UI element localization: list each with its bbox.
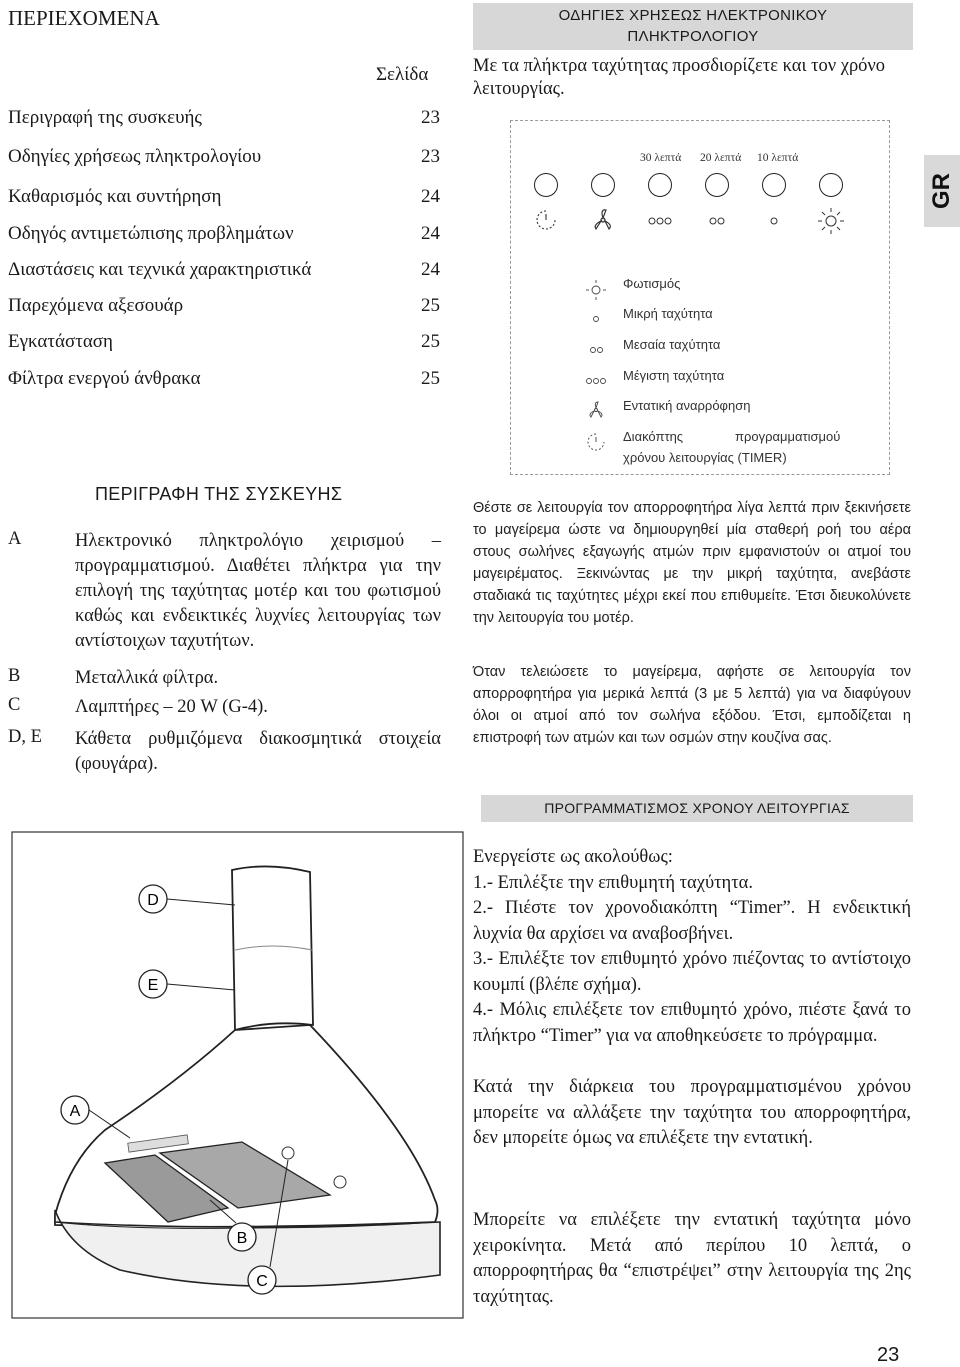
programming-section-header: ΠΡΟΓΡΑΜΜΑΤΙΣΜΟΣ ΧΡΟΝΟΥ ΛΕΙΤΟΥΡΓΙΑΣ (481, 795, 913, 822)
toc-row (8, 331, 440, 353)
programming-step-3: 3.- Επιλέξτε τον επιθυμητό χρόνο πιέζοντας το αντίστοιχο κουμπί (βλέπε σχήμα). (473, 949, 911, 995)
toc-row (8, 295, 440, 317)
toc-label: Διαστάσεις και τεχνικά χαρακτηριστικά (8, 259, 312, 280)
label-e: E (147, 977, 159, 994)
legend-intensive: Εντατική αναρρόφηση (623, 398, 751, 413)
light-bulb-icon (818, 208, 844, 234)
medium-speed-key[interactable] (705, 173, 729, 197)
max-speed-key[interactable] (648, 173, 672, 197)
toc-label: Οδηγίες χρήσεως πληκτρολογίου (8, 146, 262, 167)
legend-light: Φωτισμός (623, 276, 681, 291)
toc-row (8, 186, 440, 208)
toc-page: 24 (421, 186, 440, 207)
speed-2-icon (710, 218, 724, 224)
programming-step-1: 1.- Επιλέξτε την επιθυμητή ταχύτητα. (473, 873, 753, 893)
toc-page: 25 (421, 295, 440, 316)
legend-timer-line1b: προγραμματισμού (735, 429, 841, 444)
legend-speed-2-icon (591, 348, 603, 353)
leader-e (167, 984, 235, 990)
time-label-30: 30 λεπτά (640, 152, 682, 164)
programming-note: Κατά την διάρκεια του προγραμματισμένου χρόνου μπορείτε να αλλάξετε την ταχύτητα του απορροφητήρα, δεν μπορείτε όμως να επιλέξετε την εντατική. (473, 1077, 911, 1148)
toc-label: Παρεχόμενα αξεσουάρ (8, 295, 184, 316)
description-text: Λαμπτήρες – 20 W (G-4). (75, 697, 268, 717)
usage-paragraph-1: Θέστε σε λειτουργία τον απορροφητήρα λίγα λεπτά πριν ξεκινήσετε το μαγείρεμα ώστε να δημιουργηθεί μία σταθερή ροή του αέρα στους σωλήνες εξαγωγής ατμών πριν εμφανιστούν οι ατμοί του μαγειρέματος. Ξεκινώντας με την μικρή ταχύτητα, ανεβάστε σταδιακά τις ταχύτητες μέχρι εκεί που επιθυμείτε. Έτσι διευκολύνετε την λειτουργία του μοτέρ. (473, 500, 911, 626)
toc-row (8, 259, 440, 281)
legend-low-speed: Μικρή ταχύτητα (623, 306, 713, 321)
toc-page: 23 (421, 107, 440, 128)
programming-manual: Μπορείτε να επιλέξετε την εντατική ταχύτητα μόνο χειροκίνητα. Μετά από περίπου 10 λεπτά, ο απορροφητήρας θα “επιστρέψει” στην λειτουργία της 2ης ταχύτητας. (473, 1210, 911, 1307)
toc-label: Οδηγός αντιμετώπισης προβλημάτων (8, 223, 294, 244)
toc-page: 24 (421, 259, 440, 280)
description-letter: D, E (8, 727, 42, 747)
legend-light-icon (586, 280, 606, 300)
description-letter: A (8, 529, 22, 549)
description-letter: C (8, 695, 21, 715)
legend-speed-3-icon (587, 379, 606, 384)
speed-3-icon (649, 218, 671, 224)
timer-icon (537, 211, 555, 229)
legend-timer-line2: χρόνου λειτουργίας (TIMER) (623, 450, 787, 465)
keyboard-header-line1: ΟΔΗΓΙΕΣ ΧΡΗΣΕΩΣ ΗΛΕΚΤΡΟΝΙΚΟΥ (558, 7, 828, 24)
description-title: ΠΕΡΙΓΡΑΦΗ ΤΗΣ ΣΥΣΚΕΥΗΣ (95, 484, 343, 504)
leader-d (167, 899, 235, 905)
legend-speed-1-icon (594, 317, 599, 322)
toc-page: 24 (421, 223, 440, 244)
lamp (334, 1176, 346, 1188)
toc-row (8, 107, 440, 129)
description-text: Κάθετα ρυθμιζόμενα διακοσμητικά στοιχεία (φουγάρα). (75, 729, 441, 774)
page-number: 23 (877, 1344, 900, 1366)
description-text: Μεταλλικά φίλτρα. (75, 668, 219, 688)
hood-diagram (10, 830, 465, 1320)
legend-fan-icon (590, 402, 602, 417)
light-key[interactable] (819, 173, 843, 197)
toc-row (8, 368, 440, 390)
label-b: B (236, 1230, 248, 1247)
label-d: D (147, 892, 159, 909)
label-a: A (69, 1103, 81, 1120)
label-c: C (256, 1273, 268, 1290)
intensive-key[interactable] (591, 173, 615, 197)
toc-row (8, 146, 440, 168)
timer-key[interactable] (534, 173, 558, 197)
toc-label: Καθαρισμός και συντήρηση (8, 186, 222, 207)
legend-timer-icon (588, 434, 604, 450)
programming-intro: Ενεργείστε ως ακολούθως: (473, 847, 673, 867)
language-tab (924, 155, 960, 227)
keyboard-intro: Με τα πλήκτρα ταχύτητας προσδιορίζετε και τον χρόνο λειτουργίας. (473, 56, 886, 99)
legend-timer-line1: Διακόπτης (623, 429, 684, 444)
fan-icon (595, 210, 610, 229)
legend-max-speed: Μέγιστη ταχύτητα (623, 368, 725, 383)
toc-label: Φίλτρα ενεργού άνθρακα (8, 368, 201, 389)
lamp (282, 1147, 294, 1159)
keyboard-header-line2: ΠΛΗΚΤΡΟΛΟΓΙΟΥ (627, 28, 759, 45)
programming-step-2: 2.- Πιέστε τον χρονοδιακόπτη “Timer”. Η ενδεικτική λυχνία θα αρχίσει να αναβοσβήνει. (473, 898, 911, 944)
usage-paragraph-2: Όταν τελειώσετε το μαγείρεμα, αφήστε σε λειτουργία τον απορροφητήρα για μερικά λεπτά (3 με 5 λεπτά) για να διαφύγουν όλοι οι ατμοί από τον σωλήνα εξόδου. Έτσι, εμποδίζεται η επιστροφή των ατμών και των οσμών στην κουζίνα σας. (473, 664, 911, 746)
time-label-10: 10 λεπτά (757, 152, 799, 164)
toc-page: 25 (421, 331, 440, 352)
toc-row (8, 223, 440, 245)
speed-1-icon (771, 218, 777, 224)
legend-icons (580, 270, 620, 470)
language-tab-label: GR (928, 173, 955, 209)
legend-medium-speed: Μεσαία ταχύτητα (623, 337, 721, 352)
description-letter: B (8, 666, 21, 686)
keyboard-section-header (473, 3, 913, 50)
toc-title: ΠΕΡΙΕΧΟΜΕΝΑ (8, 6, 160, 30)
description-text: Ηλεκτρονικό πληκτρολόγιο χειρισμού – προγραμματισμού. Διαθέτει πλήκτρα για την επιλογή της ταχύτητας μοτέρ και του φωτισμού καθώς και ενδεικτικές λυχνίες λειτουργίας των αντίστοιχων ταχυτήτων. (75, 531, 441, 651)
low-speed-key[interactable] (762, 173, 786, 197)
toc-page: 23 (421, 146, 440, 167)
programming-step-4: 4.- Μόλις επιλέξετε τον επιθυμητό χρόνο, πιέστε ξανά το πλήκτρο “Timer” για να αποθηκεύσετε το πρόγραμμα. (473, 1000, 911, 1046)
toc-label: Εγκατάσταση (8, 331, 113, 352)
key-symbols-row (520, 205, 880, 235)
toc-label: Περιγραφή της συσκευής (8, 107, 202, 128)
time-label-20: 20 λεπτά (700, 152, 742, 164)
toc-page-header: Σελίδα (376, 64, 429, 85)
toc-page: 25 (421, 368, 440, 389)
